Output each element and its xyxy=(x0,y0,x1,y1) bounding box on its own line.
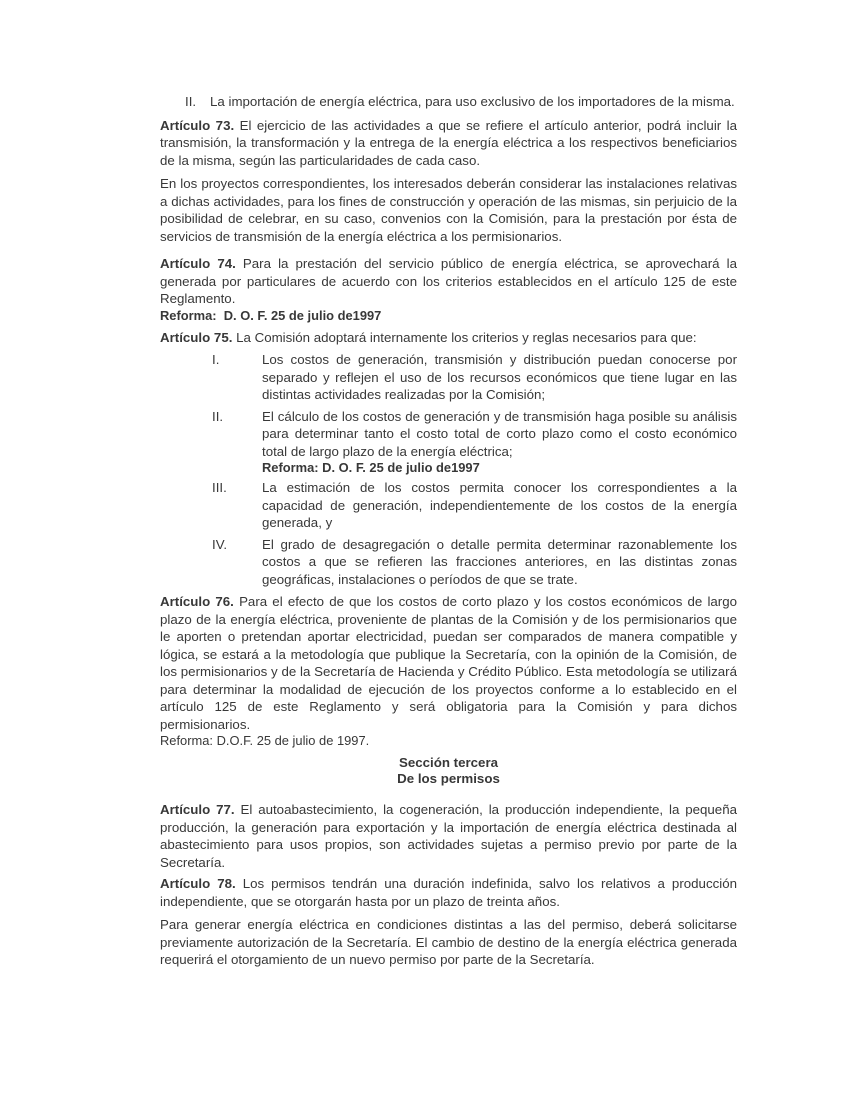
article-78-paragraph xyxy=(160,875,737,910)
article-76-lead: Artículo 76. xyxy=(160,594,234,609)
article-75-text: La Comisión adoptará internamente los criterios y reglas necesarios para que: xyxy=(236,329,697,345)
article-78-text: Los permisos tendrán una duración indefinida, salvo los relativos a producción independiente, que se otorgarán hasta por un plazo de treinta años. xyxy=(160,876,737,909)
article-74-text: Para la prestación del servicio público de energía eléctrica, se aprovechará la generada por particulares de acuerdo con los criterios establecidos en el artículo 125 de este Reglamento. xyxy=(160,256,737,306)
article-74-paragraph xyxy=(160,255,737,308)
list-item-iii-number: III. xyxy=(212,480,227,495)
fraction-item-ii xyxy=(160,93,737,111)
list-item-i-text: Los costos de generación, transmisión y distribución puedan conocerse por separado y reflejen el uso de los recursos económicos que tiene lugar en las distintas actividades realizadas por la Comisión; xyxy=(262,352,737,402)
article-73-paragraph-2-text: En los proyectos correspondientes, los interesados deberán considerar las instalaciones relativas a dichas actividades, para los fines de construcción y operación de las mismas, sin perjuicio de la posibilidad de celebrar, en su caso, convenios con la Comisión, para la prestación por ésta de servicios de transmisión de la energía eléctrica a los permisionarios. xyxy=(160,176,737,244)
fraction-number: II. xyxy=(185,94,197,109)
list-item-ii-text: El cálculo de los costos de generación y de transmisión haga posible su análisis para determinar tanto el costo total de corto plazo como el costo económico total de largo plazo de la energía eléctrica; xyxy=(262,408,737,459)
article-73-text: El ejercicio de las actividades a que se refiere el artículo anterior, podrá incluir la transmisión, la transformación y la entrega de la energía eléctrica a los respectivos beneficiarios de la misma, según las particularidades de cada caso. xyxy=(160,117,737,168)
list-item-ii-number: II. xyxy=(212,408,224,424)
article-74-lead: Artículo 74. xyxy=(160,256,236,271)
fraction-text: La importación de energía eléctrica, para uso exclusivo de los importadores de la misma. xyxy=(210,94,735,109)
document-content xyxy=(160,93,737,969)
list-item-i xyxy=(160,351,737,404)
article-76-text: Para el efecto de que los costos de corto plazo y los costos económicos de largo plazo de la energía eléctrica, proveniente de plantas de la Comisión y de los permisionarios que le aporten o pretendan aportar electricidad, puedan ser comparados de manera compatible y lógica, se estará a la metodología que publique la Secretaría, con la opinión de la Comisión, de los permisionarios y de la Secretaría de Hacienda y Crédito Público. Esta metodología se utilizará para determinar la modalidad de ejecución de los proyectos conforme a lo establecido en el artículo 125 de este Reglamento y será obligatoria para la Comisión y para dichos permisionarios. xyxy=(160,594,738,732)
article-73-lead: Artículo 73. xyxy=(160,117,235,133)
article-78-paragraph-2-text: Para generar energía eléctrica en condiciones distintas a las del permiso, deberá solicitarse previamente autorización de la Secretaría. El cambio de destino de la energía eléctrica generada requerirá el otorgamiento de un nuevo permiso por parte de la Secretaría. xyxy=(160,917,737,967)
article-74-block xyxy=(160,255,737,323)
section-heading-line2: De los permisos xyxy=(397,771,500,786)
list-item-iii xyxy=(160,479,737,532)
reforma-note-74: Reforma: D. O. F. 25 de julio de1997 xyxy=(160,307,382,323)
list-item-ii-body xyxy=(262,408,737,476)
article-73-paragraph-2 xyxy=(160,175,737,245)
article-78-paragraph-2 xyxy=(160,916,737,969)
article-77-text: El autoabastecimiento, la cogeneración, la producción independiente, la pequeña producción, la generación para exportación y la importación de energía eléctrica destinada al abastecimiento para usos propios, son actividades sujetas a permiso previo por parte de la Secretaría. xyxy=(160,802,737,870)
article-76-paragraph xyxy=(160,593,737,733)
list-item-iv-text: El grado de desagregación o detalle permita determinar razonablemente los costos a que se refieren las fracciones anteriores, en las distintas zonas geográficas, instalaciones o períodos de que se trate. xyxy=(262,536,737,587)
article-77-paragraph xyxy=(160,801,737,871)
article-75-lead: Artículo 75. xyxy=(160,329,233,345)
reforma-note-item-ii: Reforma: D. O. F. 25 de julio de1997 xyxy=(262,460,480,475)
list-item-iii-text: La estimación de los costos permita conocer los correspondientes a la capacidad de generación, independientemente de los costos de la energía generada, y xyxy=(262,480,737,530)
section-heading xyxy=(160,755,737,787)
section-heading-line1: Sección tercera xyxy=(398,755,499,770)
article-76-block xyxy=(160,593,737,748)
article-73-paragraph xyxy=(160,117,737,170)
list-item-i-number: I. xyxy=(212,352,220,367)
list-item-iv xyxy=(160,536,737,589)
reforma-note-76: Reforma: D.O.F. 25 de julio de 1997. xyxy=(160,733,370,748)
list-item-ii xyxy=(160,408,737,476)
list-item-iv-number: IV. xyxy=(212,536,228,552)
article-77-lead: Artículo 77. xyxy=(160,802,235,817)
article-75-paragraph xyxy=(160,329,737,347)
article-78-lead: Artículo 78. xyxy=(160,876,236,891)
